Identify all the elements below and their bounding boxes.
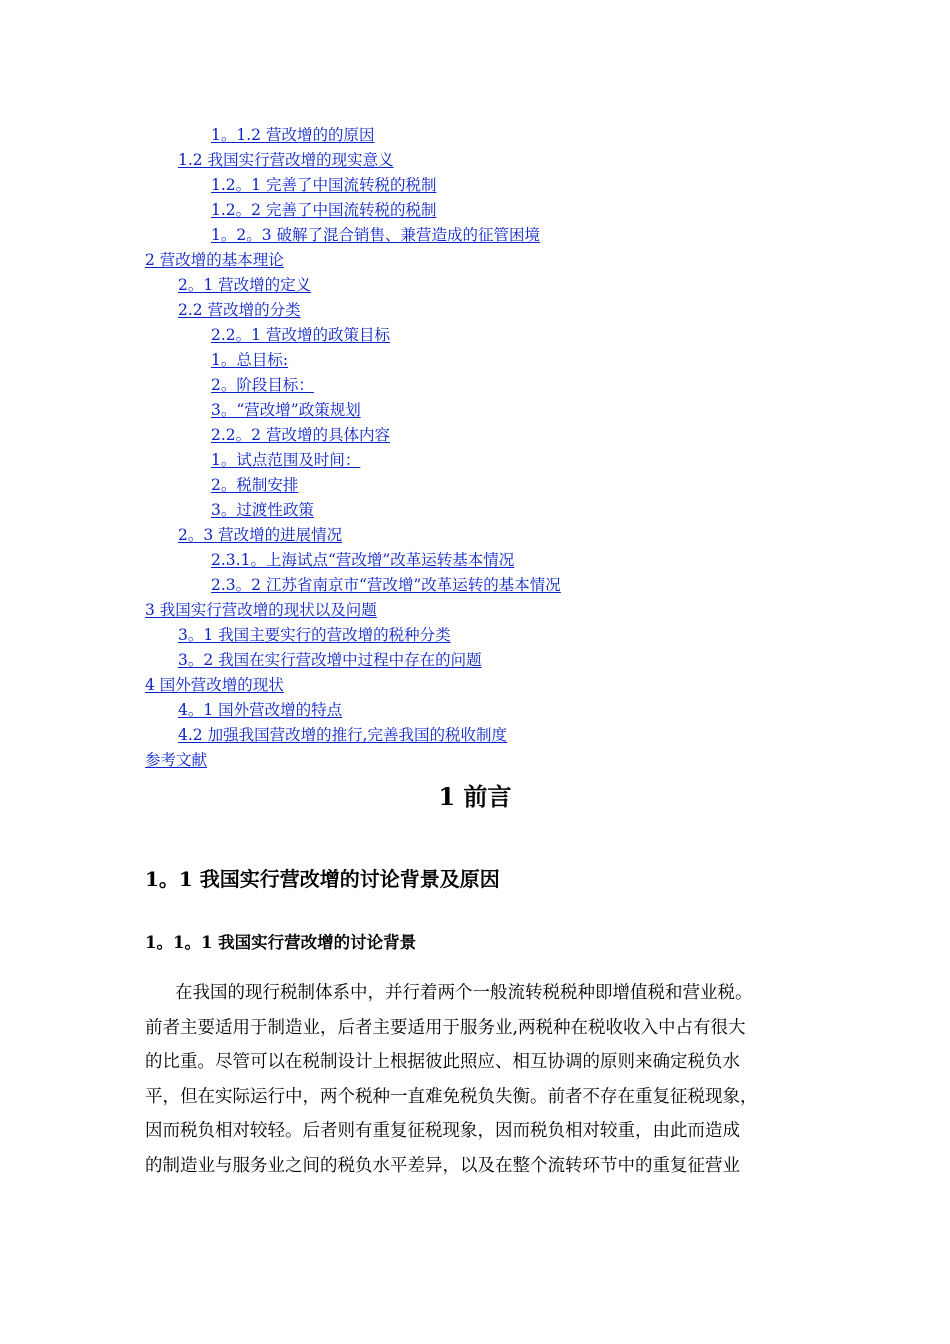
toc-item[interactable]	[211, 500, 314, 520]
toc-item[interactable]	[211, 375, 314, 395]
toc-item[interactable]	[145, 600, 377, 620]
toc-link[interactable]: 2。税制安排	[211, 476, 299, 494]
toc-link[interactable]: 2.2。1 营改增的政策目标	[211, 326, 390, 344]
toc-item[interactable]	[178, 300, 301, 320]
toc-link[interactable]: 2.2。2 营改增的具体内容	[211, 426, 390, 444]
toc-item[interactable]	[178, 525, 342, 545]
toc-link[interactable]: 参考文献	[145, 751, 208, 769]
toc-link[interactable]: 3 我国实行营改增的现状以及问题	[145, 601, 377, 619]
toc-item[interactable]	[211, 125, 374, 145]
toc-link[interactable]: 1。总目标:	[211, 351, 289, 369]
toc-item[interactable]	[211, 175, 436, 195]
toc-link[interactable]: 1.2。1 完善了中国流转税的税制	[211, 176, 437, 194]
toc-link[interactable]: 3。2 我国在实行营改增中过程中存在的问题	[178, 651, 482, 669]
toc-link[interactable]: 3。1 我国主要实行的营改增的税种分类	[178, 626, 451, 644]
paragraph-line: 平，但在实际运行中，两个税种一直难免税负失衡。前者不存在重复征税现象，	[145, 1086, 758, 1107]
toc-link[interactable]: 4.2 加强我国营改增的推行,完善我国的税收制度	[178, 726, 508, 744]
toc-link[interactable]: 1.2。2 完善了中国流转税的税制	[211, 201, 437, 219]
toc-item[interactable]	[211, 350, 288, 370]
toc-item[interactable]	[178, 625, 451, 645]
toc-item[interactable]	[211, 225, 540, 245]
toc-item[interactable]	[211, 400, 361, 420]
toc-item[interactable]	[178, 725, 507, 745]
toc-link[interactable]: 1。试点范围及时间：	[211, 451, 361, 469]
toc-link[interactable]: 3。“营改增”政策规划	[211, 401, 361, 419]
body-paragraph	[145, 976, 817, 1183]
toc-link[interactable]: 1。1.2 营改增的的原因	[211, 126, 375, 144]
toc-item[interactable]	[211, 325, 390, 345]
toc-item[interactable]	[178, 150, 394, 170]
toc-link[interactable]: 2 营改增的基本理论	[145, 251, 284, 269]
paragraph-line: 因而税负相对较轻。后者则有重复征税现象，因而税负相对较重，由此而造成	[145, 1121, 740, 1141]
toc-link[interactable]: 2.3。2 江苏省南京市“营改增”改革运转的基本情况	[211, 576, 561, 594]
paragraph-line: 的比重。尽管可以在税制设计上根据彼此照应、相互协调的原则来确定税负水	[145, 1052, 740, 1072]
toc-item[interactable]	[178, 700, 342, 720]
toc-link[interactable]: 1.2 我国实行营改增的现实意义	[178, 151, 394, 169]
paragraph-line: 在我国的现行税制体系中，并行着两个一般流转税税种即增值税和营业税。	[175, 983, 753, 1003]
toc-item[interactable]	[145, 250, 284, 270]
subsection-title: 1。1。1 我国实行营改增的讨论背景	[145, 933, 417, 952]
toc-link[interactable]: 2.3.1。上海试点“营改增”改革运转基本情况	[211, 551, 515, 569]
toc-link[interactable]: 4。1 国外营改增的特点	[178, 701, 343, 719]
toc-item[interactable]	[145, 750, 207, 770]
section-title: 1。1 我国实行营改增的讨论背景及原因	[145, 867, 500, 891]
chapter-title: 1 前言	[438, 782, 512, 811]
toc-link[interactable]: 2。阶段目标：	[211, 376, 314, 394]
toc-item[interactable]	[211, 550, 514, 570]
toc-item[interactable]	[211, 475, 298, 495]
toc-item[interactable]	[211, 200, 436, 220]
toc-link[interactable]: 2。1 营改增的定义	[178, 276, 312, 294]
toc-link[interactable]: 4 国外营改增的现状	[145, 676, 284, 694]
toc-item[interactable]	[211, 575, 561, 595]
toc-link[interactable]: 2。3 营改增的进展情况	[178, 526, 343, 544]
toc-item[interactable]	[211, 450, 360, 470]
toc-link[interactable]: 2.2 营改增的分类	[178, 301, 301, 319]
paragraph-line: 的制造业与服务业之间的税负水平差异，以及在整个流转环节中的重复征营业	[145, 1155, 740, 1176]
toc-link[interactable]: 1。2。3 破解了混合销售、兼营造成的征管困境	[211, 226, 541, 244]
toc-item[interactable]	[178, 650, 482, 670]
toc-item[interactable]	[178, 275, 311, 295]
toc-link[interactable]: 3。过渡性政策	[211, 501, 314, 519]
toc-item[interactable]	[145, 675, 284, 695]
toc-item[interactable]	[211, 425, 390, 445]
paragraph-line: 前者主要适用于制造业，后者主要适用于服务业,两税种在税收收入中占有很大	[145, 1017, 746, 1038]
